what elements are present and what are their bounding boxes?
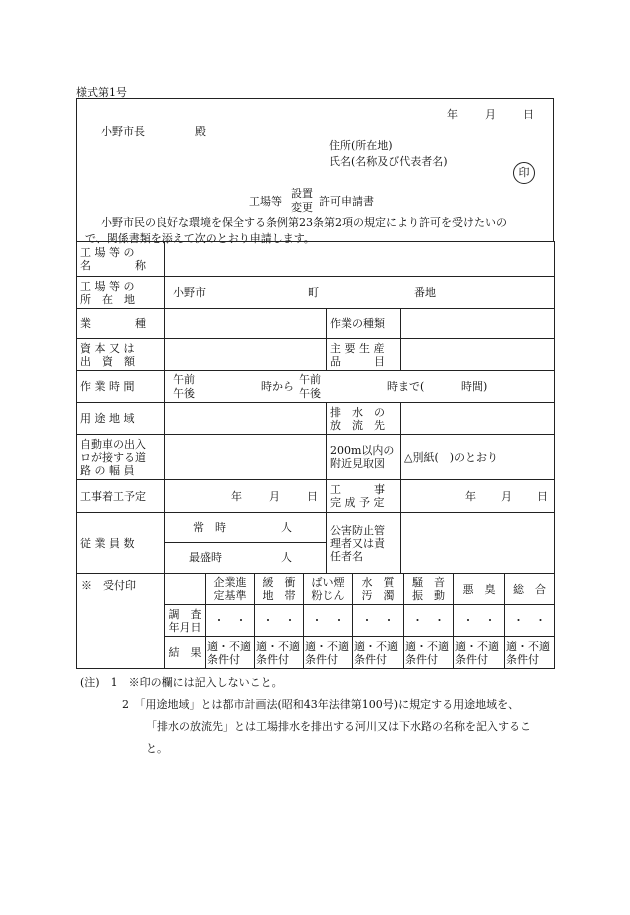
field-employees-max[interactable]: 最盛時 人: [165, 543, 327, 574]
field-construction-start[interactable]: 年 月 日: [165, 480, 327, 513]
field-vicinity-map: △別紙( )のとおり: [401, 435, 555, 480]
label-completion: 工 事 完 成 予 定: [327, 480, 401, 513]
receipt-stamp-area: ※ 受付印: [77, 574, 165, 669]
note-2-line-1: 2 「用途地域」とは都市計画法(昭和43年法律第100号)に規定する用途地域を、: [122, 698, 520, 711]
header-overall: 総 合: [505, 574, 555, 605]
addressee-honorific: 殿: [195, 125, 206, 138]
field-completion[interactable]: 年 月 日: [401, 480, 555, 513]
notes: [80, 672, 531, 760]
field-capital[interactable]: [165, 339, 327, 371]
review-table: [76, 573, 555, 669]
header-smoke-dust: ばい煙 粉じん: [304, 574, 353, 605]
field-pollution-manager[interactable]: [401, 513, 555, 574]
title-option-install: 設置: [291, 187, 313, 200]
field-hours[interactable]: 午前 午後 時から 午前 午後 時まで( 時間): [165, 371, 555, 403]
survey-date-cell: ・ ・: [454, 605, 505, 637]
field-business[interactable]: [165, 309, 327, 339]
note-2-line-3: と。: [146, 742, 168, 755]
intro-line-1: 小野市民の良好な環境を保全する条例第23条第2項の規定により許可を受けたいの: [101, 216, 507, 229]
field-employees-regular[interactable]: 常 時 人: [165, 513, 327, 543]
label-road-width: 自動車の出入 ロが接する道 路 の 幅 員: [77, 435, 165, 480]
label-vicinity-map: 200m以内の 附近見取図: [327, 435, 401, 480]
applicant-name: 氏名(名称及び代表者名): [329, 155, 448, 168]
header-company-standard: 企業進 定基準: [206, 574, 255, 605]
label-zoning: 用 途 地 域: [77, 403, 165, 435]
date-year: 年: [447, 108, 458, 121]
title-option-change: 変更: [291, 201, 313, 214]
field-road-width[interactable]: [165, 435, 327, 480]
result-cell: 適・不適 条件付: [304, 637, 353, 669]
survey-date-cell: ・ ・: [404, 605, 454, 637]
label-location: 工 場 等 の 所 在 地: [77, 277, 165, 309]
title-suffix: 許可申請書: [319, 195, 374, 208]
result-cell: 適・不適 条件付: [454, 637, 505, 669]
date-day: 日: [523, 108, 534, 121]
form-number: 様式第1号: [76, 86, 127, 99]
field-discharge[interactable]: [401, 403, 555, 435]
label-result: 結 果: [165, 637, 206, 669]
survey-date-cell: ・ ・: [206, 605, 255, 637]
label-hours: 作 業 時 間: [77, 371, 165, 403]
field-location[interactable]: 小野市 町 番地: [165, 277, 555, 309]
header-noise-vibration: 騒 音 振 動: [404, 574, 454, 605]
result-cell: 適・不適 条件付: [404, 637, 454, 669]
survey-date-cell: ・ ・: [255, 605, 304, 637]
label-work-type: 作業の種類: [327, 309, 401, 339]
note-2-line-2: 「排水の放流先」とは工場排水を排出する河川又は下水路の名称を記入するこ: [146, 720, 531, 733]
field-work-type[interactable]: [401, 309, 555, 339]
applicant-address: 住所(所在地): [329, 139, 393, 152]
result-cell: 適・不適 条件付: [206, 637, 255, 669]
label-discharge: 排 水 の 放 流 先: [327, 403, 401, 435]
survey-date-cell: ・ ・: [304, 605, 353, 637]
label-survey-date: 調 査 年月日: [165, 605, 206, 637]
survey-date-cell: ・ ・: [505, 605, 555, 637]
header-box: [76, 98, 554, 245]
date-month: 月: [485, 108, 496, 121]
label-capital: 資 本 又 は 出 資 額: [77, 339, 165, 371]
addressee-name: 小野市長: [101, 125, 145, 138]
header-water-pollution: 水 質 汚 濁: [353, 574, 404, 605]
label-factory-name: 工 場 等 の 名 称: [77, 242, 165, 277]
seal-mark: 印: [513, 162, 535, 184]
field-factory-name[interactable]: [165, 242, 555, 277]
label-construction-start: 工事着工予定: [77, 480, 165, 513]
application-table: [76, 241, 555, 574]
label-main-product: 主 要 生 産 品 目: [327, 339, 401, 371]
label-employees: 従 業 員 数: [77, 513, 165, 574]
review-corner: [165, 574, 206, 605]
field-main-product[interactable]: [401, 339, 555, 371]
header-odor: 悪 臭: [454, 574, 505, 605]
field-zoning[interactable]: [165, 403, 327, 435]
intro-line-2: で、関係書類を添えて次のとおり申請します。: [85, 232, 315, 245]
result-cell: 適・不適 条件付: [255, 637, 304, 669]
note-1: 1 ※印の欄には記入しないこと。: [110, 676, 283, 689]
title-prefix: 工場等: [249, 195, 282, 208]
result-cell: 適・不適 条件付: [353, 637, 404, 669]
label-pollution-manager: 公害防止管 理者又は責 任者名: [327, 513, 401, 574]
header-buffer-zone: 緩 衝 地 帯: [255, 574, 304, 605]
result-cell: 適・不適 条件付: [505, 637, 555, 669]
survey-date-cell: ・ ・: [353, 605, 404, 637]
label-business: 業 種: [77, 309, 165, 339]
notes-prefix: (注): [80, 676, 100, 689]
